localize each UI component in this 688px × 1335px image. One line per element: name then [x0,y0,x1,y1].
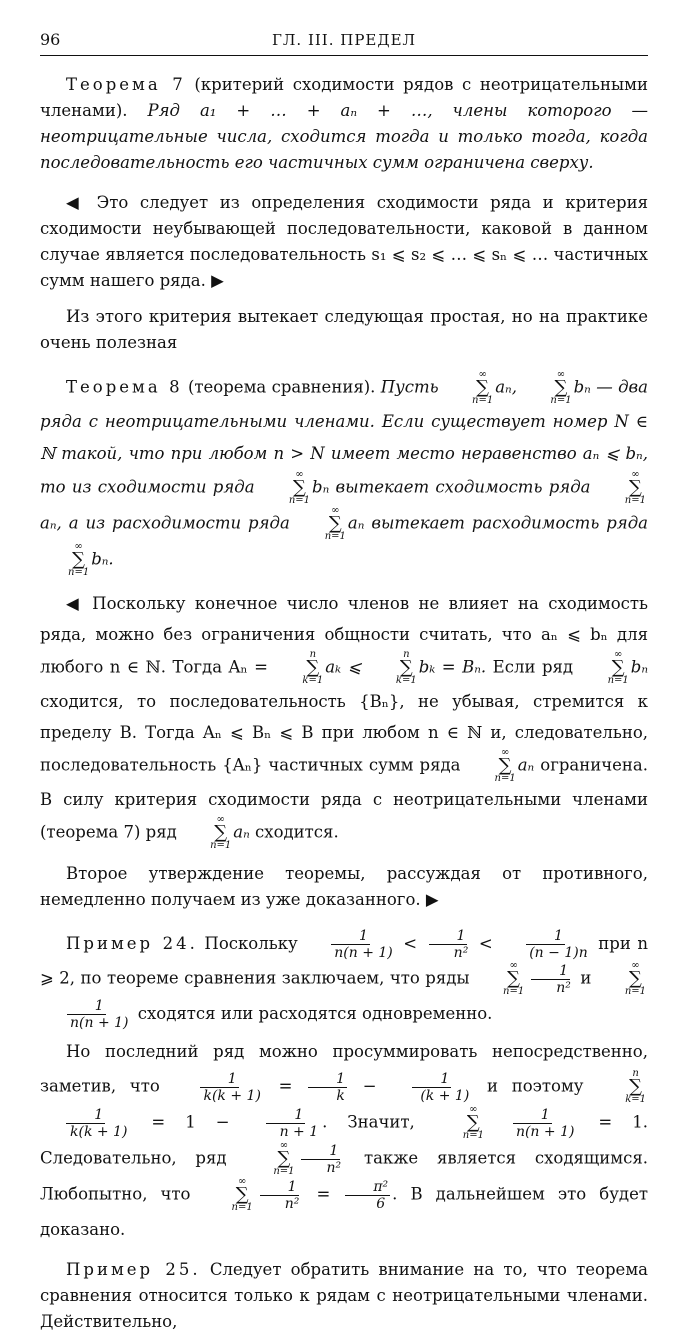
proof-8-text-1: Поскольку конечное число членов не влияет на сходимость ряда, можно без ограничения общности считать, что aₙ ⩽ bₙ для любого n ∈ ℕ. Тогда Aₙ = [40,594,648,677]
example-25-label: Пример 25. [66,1260,201,1279]
page-header [40,30,648,56]
example-24-label: Пример 24. [66,934,198,953]
proof-7-text: Это следует из определения сходимости ряда и критерия сходимости неубывающей последовательности, каковой в данном случае является последовательность s₁ ⩽ s₂ ⩽ … ⩽ sₙ ⩽ … частичных сумм нашего ряда. [40,193,648,290]
sum-symbol: n ∑ k=1 [625,1068,646,1105]
converse-text: Второе утверждение теоремы, рассуждая от противного, немедленно получаем из уже доказанного. [40,864,648,909]
example-25 [40,1257,648,1335]
sum-symbol: n ∑ k=1 [395,649,417,686]
sum-symbol: ∞ ∑ n=1 [503,960,525,997]
fraction: $\frac{1}{n(n + 1)}$ [306,929,395,960]
theorem-8-text-5: вытекает расходимость ряда [364,513,648,533]
theorem-8 [40,370,648,578]
telescoping-text-5: также является сходящимся. Любопытно, что [40,1148,648,1204]
fraction: $\frac{1}{(k + 1)}$ [392,1072,471,1103]
proof-8 [40,588,648,851]
converse-proof [40,861,648,913]
term-a-n: aₙ [233,822,250,842]
theorem-7-title: (критерий сходимости рядов с неотрицательными членами). [40,75,649,120]
proof-end-icon: ▶ [211,271,224,290]
fraction: $\frac{1}{n + 1}$ [252,1108,321,1139]
sum-symbol: ∞ ∑ n=1 [494,747,516,784]
sum-symbol: ∞ ∑ n=1 [288,469,311,506]
example-24-text-2: при n ⩾ 2, по теореме сравнения заключаем, что ряды [40,934,648,988]
fraction: $\frac{1}{\text{n²}}$ [257,1180,302,1211]
sum-symbol: ∞ ∑ n=1 [273,1140,295,1177]
theorem-8-intro: Из этого критерия вытекает следующая простая, но на практике очень полезная [40,307,648,352]
example-24-text-3: сходятся или расходятся одновременно. [132,1004,493,1023]
telescoping-text-3: . Значит, [322,1112,435,1132]
example-24 [40,927,648,1031]
term-a-k: aₖ ⩽ [325,657,368,677]
equals: = [303,1184,344,1204]
fraction: $\frac{1}{k}$ [308,1072,347,1103]
conjunction: и [574,968,597,988]
equals: = 1 − [131,1112,250,1132]
page-number: 96 [40,30,61,49]
sum-symbol: ∞ ∑ n=1 [472,369,494,406]
theorem-7-statement: Ряд a₁ + … + aₙ + …, члены которого — неотрицательные числа, сходится тогда и только тогда, когда последовательность его частичных сумм ограничена сверху. [40,101,648,172]
theorem-8-label: Теорема 8 [66,377,183,397]
term-a-n: aₙ [347,513,365,533]
proof-start-icon: ◀ [66,193,86,212]
term-a-n: aₙ, [495,377,517,397]
telescoping-text-1: Но последний ряд можно просуммировать непосредственно, заметив, что [40,1042,648,1096]
proof-end-icon: ▶ [425,890,439,909]
equals: = [264,1076,307,1096]
sum-symbol: ∞ ∑ n=1 [231,1176,253,1213]
proof-8-text-4: ограничена. В силу критерия сходимости ряда с неотрицательными членами (теорема 7) ряд [40,755,648,842]
term-b-n: bₙ [312,477,330,497]
fraction: $\frac{1}{\text{n²}}$ [426,929,471,960]
term-b-k: bₖ = Bₙ. [418,657,487,677]
sum-symbol: ∞ ∑ n=1 [324,505,346,542]
telescoping-paragraph [40,1035,648,1247]
fraction: $\frac{1}{k(k + 1)}$ [175,1072,262,1103]
proof-8-text-5: сходится. [249,822,339,842]
fraction: $\frac{1}{\text{n²}}$ [528,964,573,995]
theorem-8-text-2: — два ряда с неотрицательными членами. Если существует номер N ∈ ℕ такой, что при любом n > N имеет место неравенство aₙ ⩽ bₙ, то из сходимости ряда [40,377,648,497]
telescoping-text-4: = 1. Следовательно, ряд [40,1112,648,1168]
proof-start-icon: ◀ [66,594,83,613]
book-page [40,30,648,1335]
sum-symbol: ∞ ∑ n=1 [624,960,646,997]
theorem-8-title: (теорема сравнения). [182,377,381,397]
fraction: $\frac{1}{n(n + 1)}$ [42,999,131,1030]
chapter-title: ГЛ. III. ПРЕДЕЛ [271,31,417,49]
sum-symbol: n ∑ k=1 [302,649,324,686]
term-b-n: bₙ. [91,549,114,569]
example-25-text: Следует обратить внимание на то, что теорема сравнения относится только к рядам с неотрицательными членами. Действительно, [40,1260,648,1331]
fraction: $\frac{1}{\text{n²}}$ [299,1144,344,1175]
sum-symbol: ∞ ∑ n=1 [550,369,572,406]
term-a-n: aₙ, [40,513,62,533]
proof-7 [40,190,648,294]
theorem-7 [40,72,648,176]
theorem-7-label: Теорема 7 [66,75,186,94]
term-b-n: bₙ [630,657,649,677]
sum-symbol: ∞ ∑ n=1 [462,1104,484,1141]
fraction: $\frac{1}{k(k + 1)}$ [42,1108,129,1139]
fraction: $\frac{1}{(n - 1)n}$ [501,929,590,960]
theorem-8-text-4: а из расходимости ряда [61,513,297,533]
example-24-text-1: Поскольку [197,934,305,953]
proof-8-text-3: сходится, то последовательность {Bₙ}, не убывая, стремится к пределу B. Тогда Aₙ ⩽ Bₙ ⩽ B при любом n ∈ ℕ и, следовательно, последовательность {Aₙ} частичных сумм ряда [40,692,648,775]
minus: − [349,1076,391,1096]
term-b-n: bₙ [573,377,591,397]
less-than: < [472,934,500,953]
sum-symbol: ∞ ∑ n=1 [68,541,90,578]
theorem-8-text-3: вытекает сходимость ряда [329,477,597,497]
theorem-8-text-1: Пусть [380,377,445,397]
fraction: $\frac{\text{π²}}{6}$ [345,1180,390,1211]
telescoping-text-2: и поэтому [473,1076,598,1096]
sum-symbol: ∞ ∑ n=1 [210,814,232,851]
less-than: < [396,934,424,953]
term-a-n: aₙ [517,755,535,775]
sum-symbol: ∞ ∑ n=1 [607,649,629,686]
sum-symbol: ∞ ∑ n=1 [624,469,646,506]
telescoping-text-6: . В дальнейшем это будет доказано. [40,1184,648,1239]
proof-8-text-2: Если ряд [486,657,580,677]
fraction: $\frac{1}{n(n + 1)}$ [488,1108,577,1139]
